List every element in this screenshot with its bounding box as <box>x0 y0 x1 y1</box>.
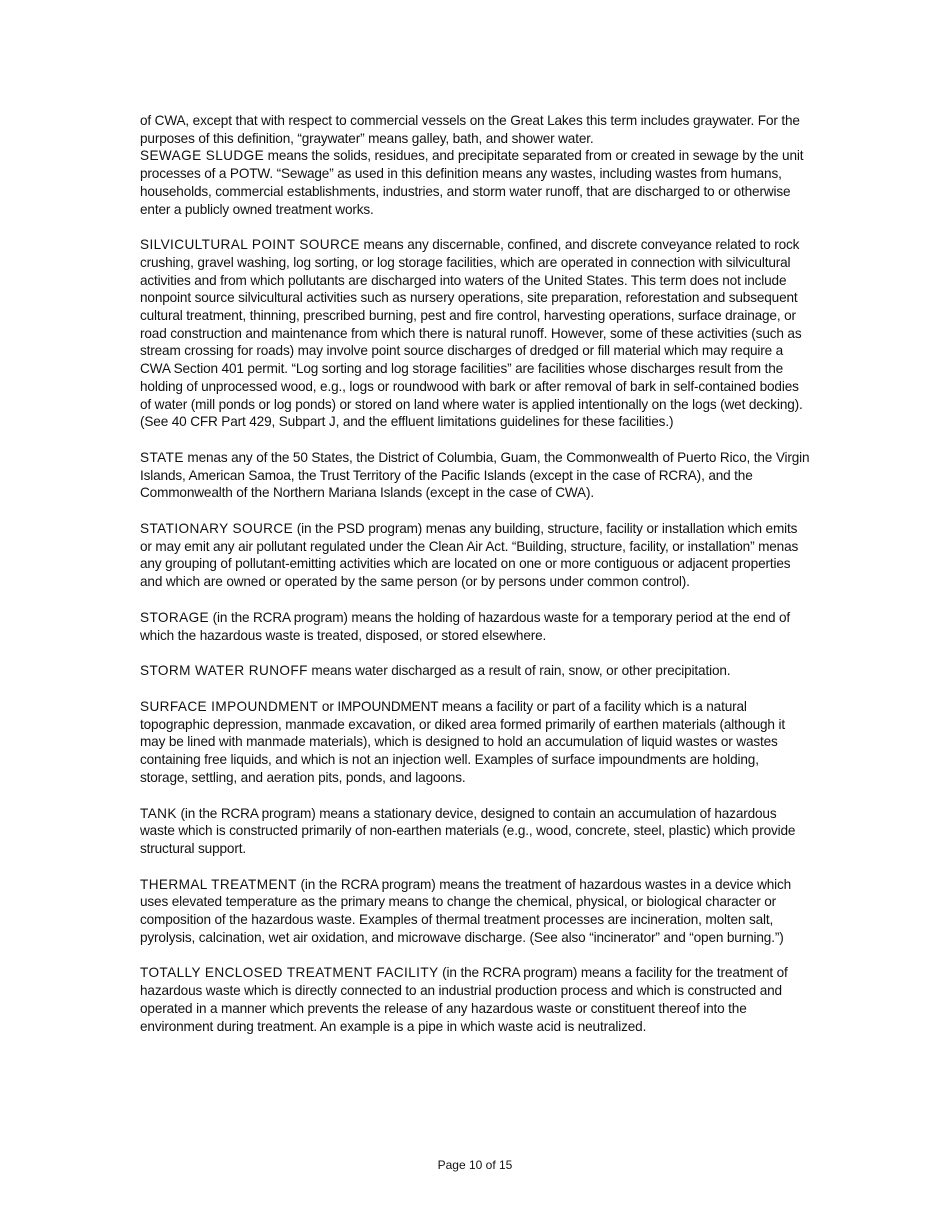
definition-state <box>140 449 810 502</box>
definition-text: (in the PSD program) menas any building, structure, facility or installation which emits or may emit any air pollutant regulated under the Clean Air Act. “Building, structure, facility, or installation” menas any grouping of pollutant-emitting activities which are located on one or more contiguous or adjacent properties and which are owned or operated by the same person (or by persons under common control). <box>140 521 799 590</box>
definition-text: (in the RCRA program) means the holding of hazardous waste for a temporary period at the end of which the hazardous waste is treated, disposed, or stored elsewhere. <box>140 609 791 643</box>
definition-text: (in the RCRA program) means the treatment of hazardous wastes in a device which uses elevated temperature as the primary means to change the chemical, physical, or biological character or composition of the hazardous waste. Examples of thermal treatment processes are incineration, molten salt, pyrolysis, calcination, wet air oxidation, and microwave discharge. (See also “incinerator” and “open burning.”) <box>140 876 792 945</box>
definition-term: STATE <box>140 449 184 465</box>
definition-thermal-treatment <box>140 876 810 947</box>
definition-text: means the solids, residues, and precipitate separated from or created in sewage by the unit processes of a POTW. “Sewage” as used in this definition means any wastes, including wastes from humans, households, commercial establishments, industries, and storm water runoff, that are discharged to or otherwise enter a publicly owned treatment works. <box>140 148 804 217</box>
continuation-paragraph <box>140 112 810 147</box>
definition-stationary-source <box>140 520 810 591</box>
definition-surface-impoundment <box>140 698 810 787</box>
definition-term: SURFACE IMPOUNDMENT <box>140 698 319 714</box>
definition-text: or IMPOUNDMENT means a facility or part of a facility which is a natural topographic depression, manmade excavation, or diked area formed primarily of earthen materials (although it may be lined with manmade materials), which is designed to hold an accumulation of liquid wastes or wastes containing free liquids, and which is not an injection well. Examples of surface impoundments are holding, storage, settling, and aeration pits, ponds, and lagoons. <box>140 698 785 785</box>
definition-sewage-sludge <box>140 147 810 218</box>
definition-term: THERMAL TREATMENT <box>140 876 297 892</box>
definition-term: SILVICULTURAL POINT SOURCE <box>140 237 360 253</box>
definition-text: means water discharged as a result of rain, snow, or other precipitation. <box>307 663 731 679</box>
page-footer <box>0 1158 950 1172</box>
definition-totally-enclosed-treatment-facility <box>140 964 810 1035</box>
definition-text: menas any of the 50 States, the District of Columbia, Guam, the Commonwealth of Puerto Rico, the Virgin Islands, American Samoa, the Trust Territory of the Pacific Islands (except in the case of RCRA), and the Commonwealth of the Northern Mariana Islands (except in the case of CWA). <box>140 449 810 501</box>
definition-tank <box>140 805 810 858</box>
definition-text: means any discernable, confined, and discrete conveyance related to rock crushing, gravel washing, log sorting, or log storage facilities, which are operated in connection with silvicultural activities and from which pollutants are discharged into waters of the United States. This term does not include nonpoint source silvicultural activities such as nursery operations, site preparation, reforestation and subsequent cultural treatment, thinning, prescribed burning, pest and fire control, harvesting operations, surface drainage, or road construction and maintenance from which there is natural runoff. However, some of these activities (such as stream crossing for roads) may involve point source discharges of dredged or fill material which may require a CWA Section 401 permit. “Log sorting and log storage facilities” are facilities whose discharges result from the holding of unprocessed wood, e.g., logs or roundwood with bark or after removal of bark in self-contained bodies of water (mill ponds or log ponds) or stored on land where water is applied intentionally on the logs (wet decking). (See 40 CFR Part 429, Subpart J, and the effluent limitations guidelines for these facilities.) <box>140 237 803 430</box>
definition-term: STORAGE <box>140 609 210 625</box>
page-number: Page 10 of 15 <box>437 1158 513 1172</box>
definition-term: STORM WATER RUNOFF <box>140 663 308 679</box>
definition-silvicultural-point-source <box>140 236 810 431</box>
definition-term: TANK <box>140 805 177 821</box>
document-body <box>140 112 810 1035</box>
definition-storage <box>140 609 810 644</box>
definition-text: (in the RCRA program) means a stationary device, designed to contain an accumulation of hazardous waste which is constructed primarily of non-earthen materials (e.g., wood, concrete, steel, plastic) which provide structural support. <box>140 805 796 856</box>
definition-storm-water-runoff <box>140 662 810 680</box>
continuation-line: For the purposes of this definition, “graywater” means galley, bath, and shower water. <box>140 113 800 146</box>
definition-term: STATIONARY SOURCE <box>140 521 294 537</box>
definition-text: (in the RCRA program) means a facility for the treatment of hazardous waste which is directly connected to an industrial production process and which is constructed and operated in a manner which prevents the release of any hazardous waste or constituent thereof into the environment during treatment. An example is a pipe in which waste acid is neutralized. <box>140 965 788 1034</box>
definition-term: TOTALLY ENCLOSED TREATMENT FACILITY <box>140 965 439 981</box>
definition-term: SEWAGE SLUDGE <box>140 148 265 164</box>
continuation-line: of CWA, except that with respect to commercial vessels on the Great Lakes this term includes graywater. <box>140 113 755 128</box>
